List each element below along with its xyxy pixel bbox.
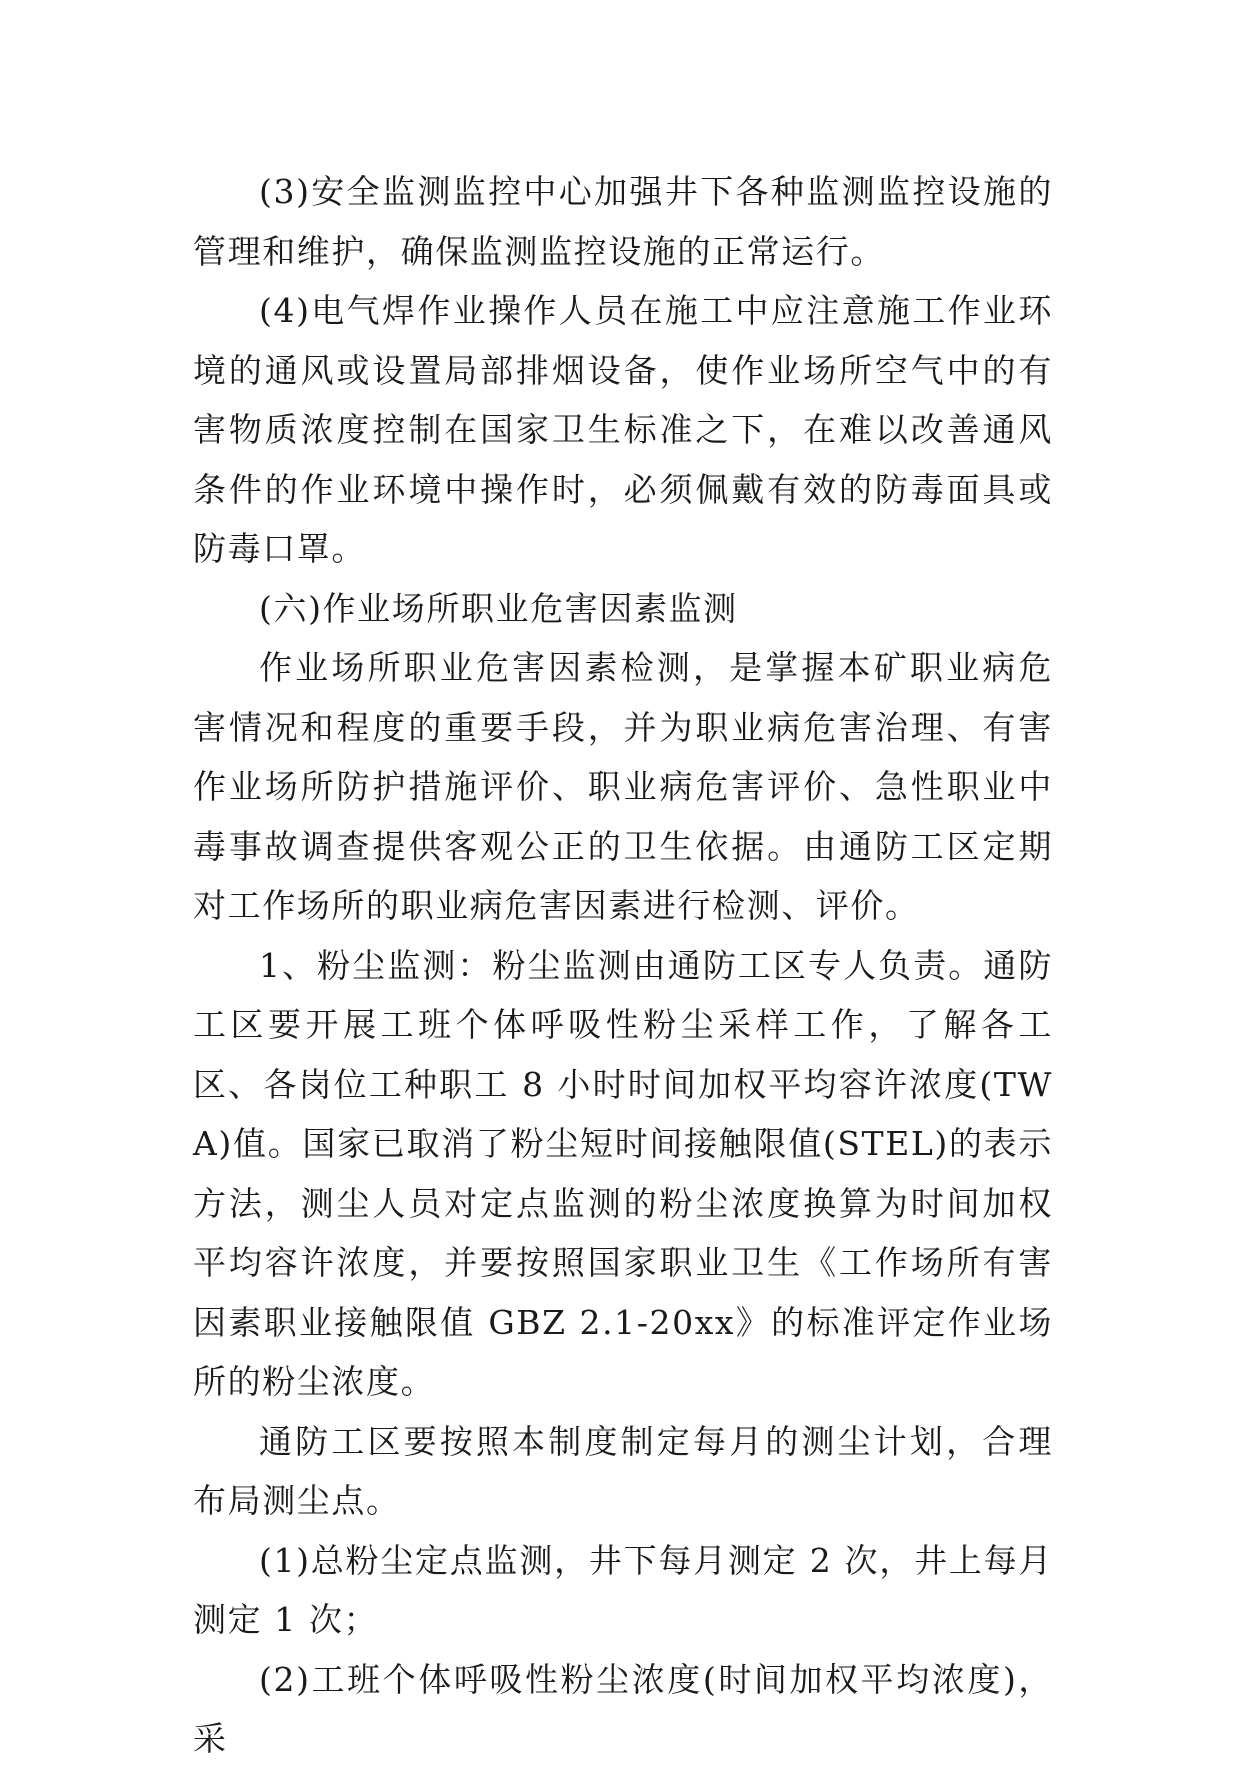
paragraph-dust-plan: 通防工区要按照本制度制定每月的测尘计划，合理布局测尘点。 bbox=[193, 1421, 1053, 1520]
list-item-respirable-dust: (2)工班个体呼吸性粉尘浓度(时间加权平均浓度)，采 bbox=[193, 1659, 1053, 1758]
list-item-total-dust: (1)总粉尘定点监测，井下每月测定 2 次，井上每月测定 1 次； bbox=[193, 1540, 1053, 1639]
document-page bbox=[193, 162, 1053, 1769]
paragraph-monitoring-center: (3)安全监测监控中心加强井下各种监测监控设施的管理和维护，确保监测监控设施的正常运行。 bbox=[193, 172, 1053, 271]
section-heading-hazard-monitoring: (六)作业场所职业危害因素监测 bbox=[259, 588, 738, 628]
paragraph-welding-ventilation: (4)电气焊作业操作人员在施工中应注意施工作业环境的通风或设置局部排烟设备，使作业场所空气中的有害物质浓度控制在国家卫生标准之下，在难以改善通风条件的作业环境中操作时，必须佩戴有效的防毒面具或防毒口罩。 bbox=[193, 291, 1053, 568]
paragraph-dust-monitoring: 1、粉尘监测：粉尘监测由通防工区专人负责。通防工区要开展工班个体呼吸性粉尘采样工作，了解各工区、各岗位工种职工 8 小时时间加权平均容许浓度(TWA)值。国家已取消了粉尘短时间接触限值(STEL)的表示方法，测尘人员对定点监测的粉尘浓度换算为时间加权平均容许浓度，并要按照国家职业卫生《工作场所有害因素职业接触限值 GBZ 2.1-20xx》的标准评定作业场所的粉尘浓度。 bbox=[193, 945, 1053, 1401]
paragraph-hazard-detection: 作业场所职业危害因素检测，是掌握本矿职业病危害情况和程度的重要手段，并为职业病危害治理、有害作业场所防护措施评价、职业病危害评价、急性职业中毒事故调查提供客观公正的卫生依据。由通防工区定期对工作场所的职业病危害因素进行检测、评价。 bbox=[193, 648, 1053, 925]
